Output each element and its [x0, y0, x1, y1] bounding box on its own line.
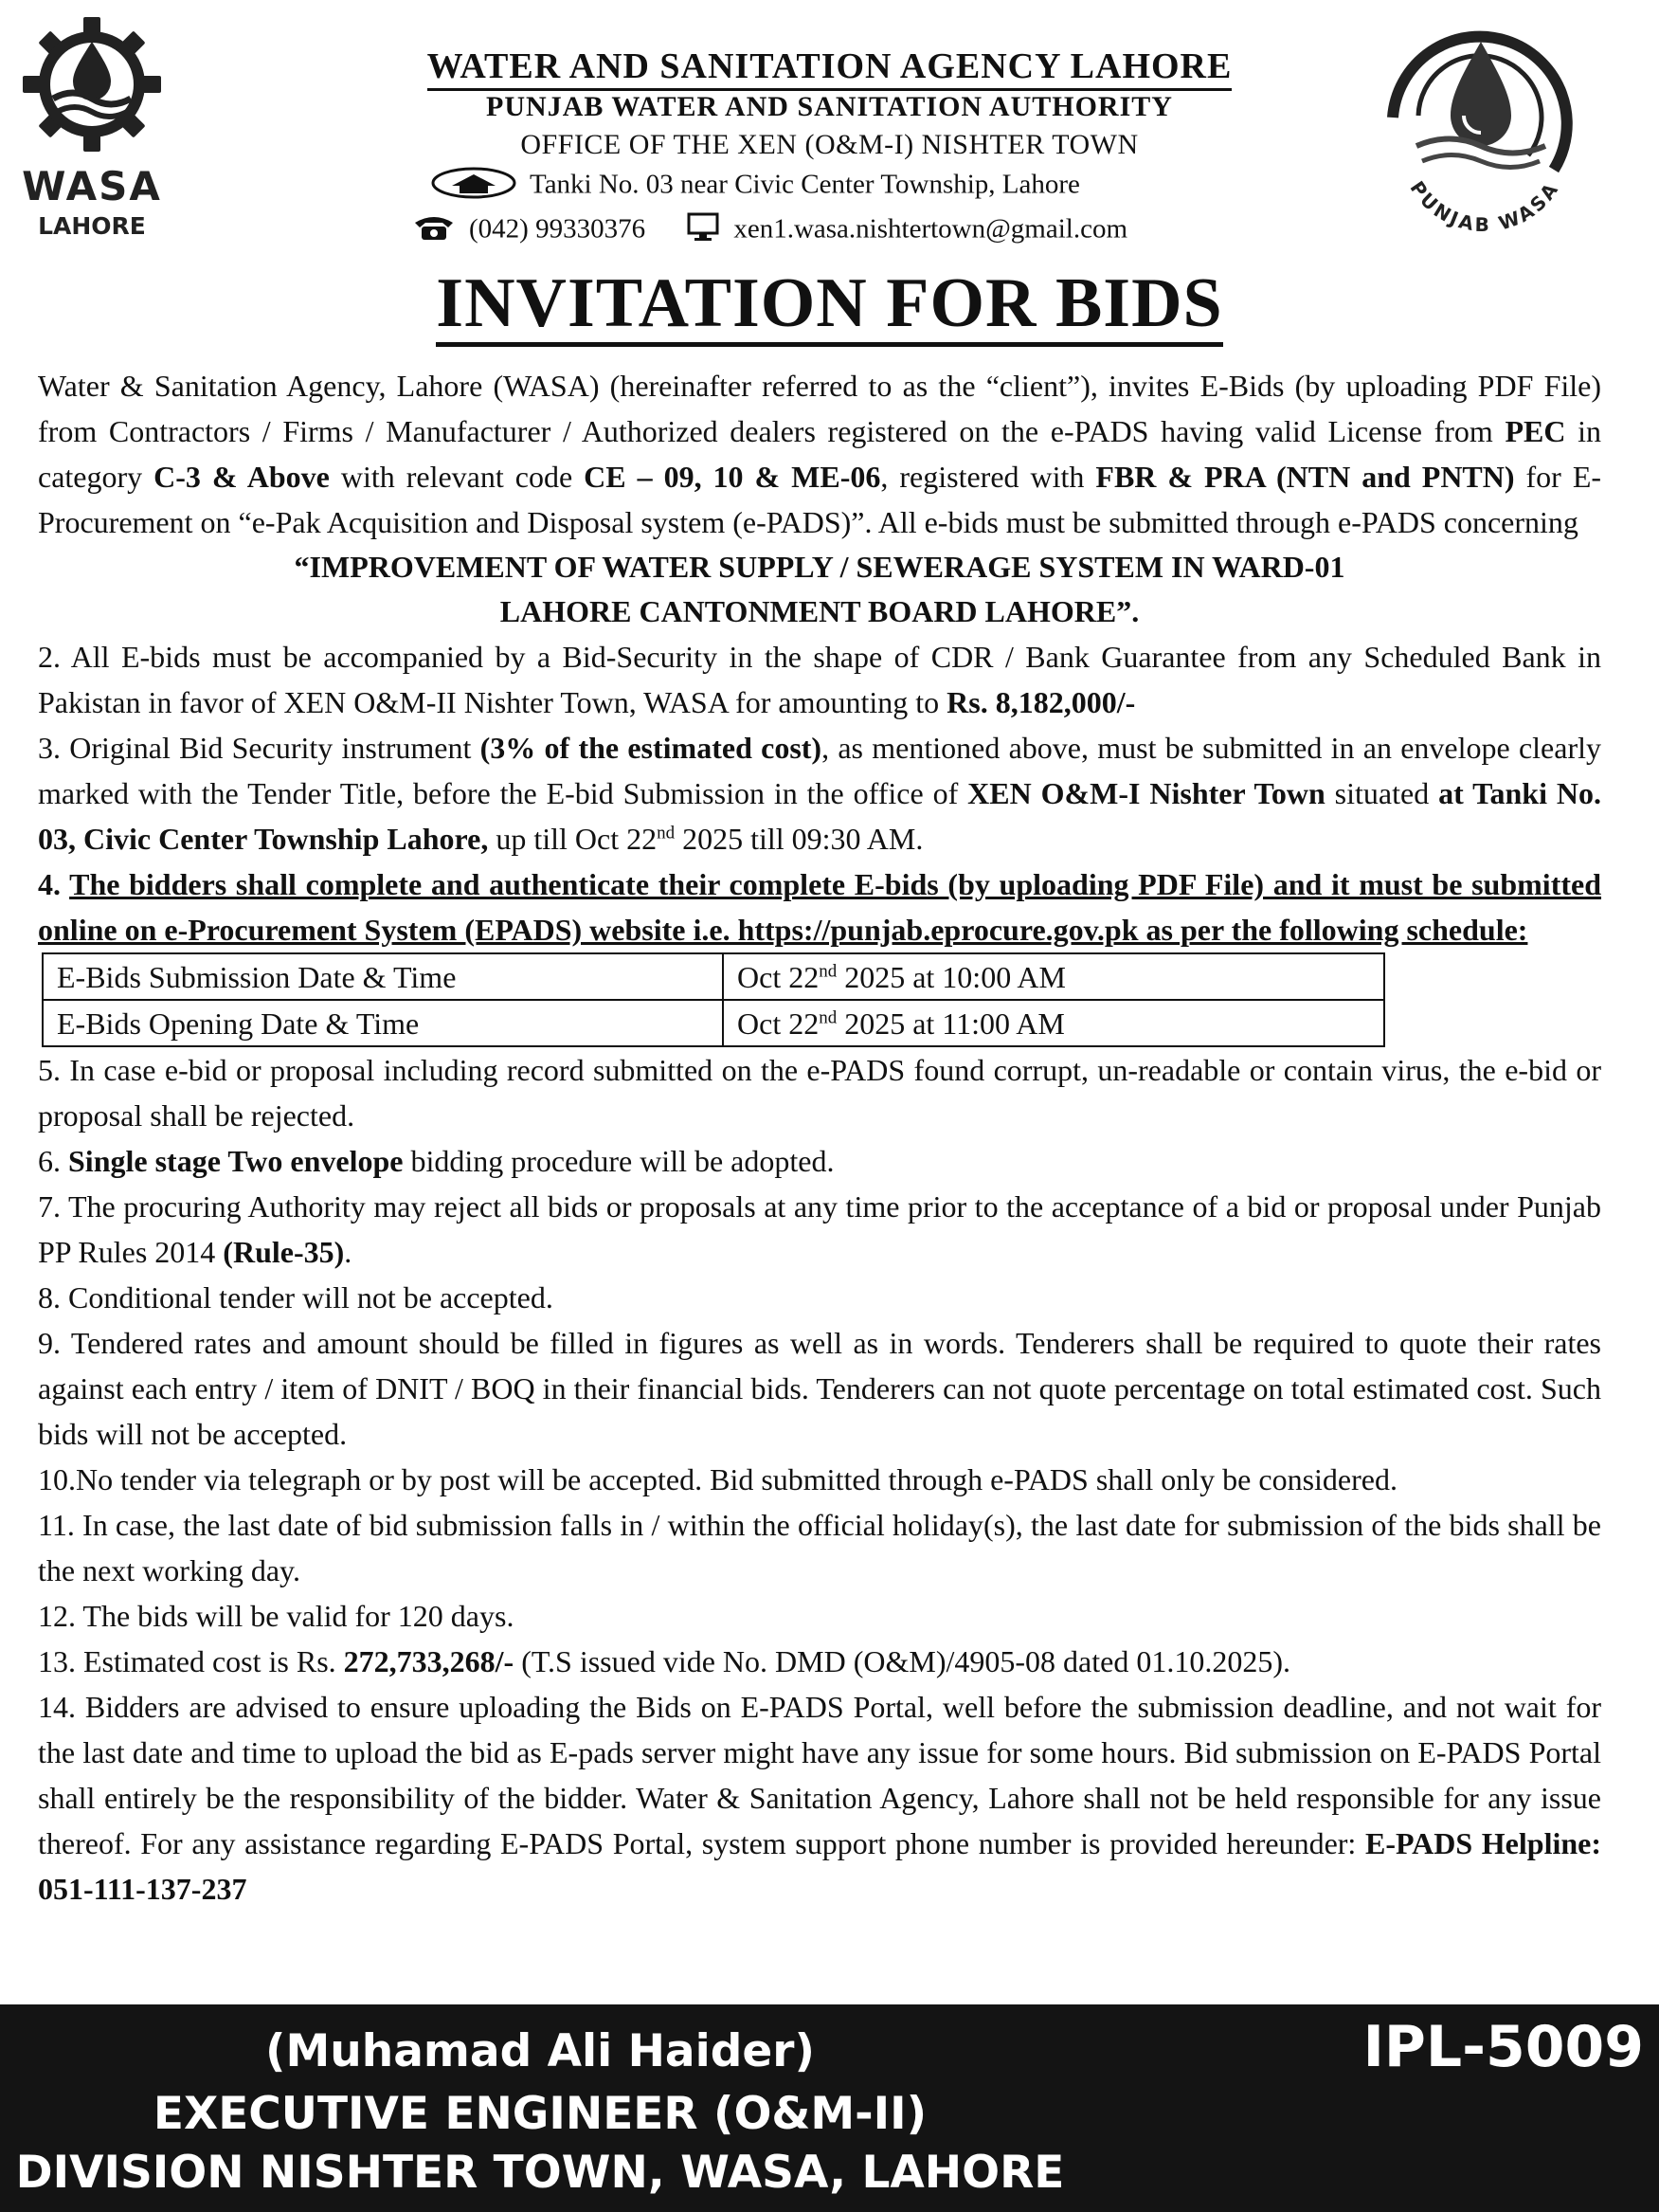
- phone-text: (042) 99330376: [469, 213, 646, 245]
- clause-4: 4. The bidders shall complete and authenticate their complete E-bids (by uploading PDF File) and it must be submitted online on e-Procurement System (EPADS) website i.e. https://punjab.eprocure.gov.pk as per the following schedule:: [38, 867, 1602, 947]
- clause-10: 10.No tender via telegraph or by post will be accepted. Bid submitted through e-PADS shall only be considered.: [38, 1462, 1398, 1496]
- schedule-value: Oct 22nd 2025 at 10:00 AM: [723, 953, 1384, 1000]
- schedule-label: E-Bids Submission Date & Time: [43, 953, 723, 1000]
- signature-footer: [0, 2004, 1659, 2212]
- table-row: [43, 1000, 1384, 1046]
- logo-punjab-wasa-text: PUNJAB WASA: [1405, 176, 1564, 237]
- bid-schedule-table: [42, 952, 1385, 1047]
- logo-wasa-text: WASA: [22, 163, 162, 209]
- telephone-icon: [412, 213, 456, 249]
- signatory-division: DIVISION NISHTER TOWN, WASA, LAHORE: [15, 2147, 1065, 2199]
- clause-13: 13. Estimated cost is Rs. 272,733,268/- (T.S issued vide No. DMD (O&M)/4905-08 dated 01.10.2025).: [38, 1644, 1290, 1678]
- schedule-label: E-Bids Opening Date & Time: [43, 1000, 723, 1046]
- email-text: xen1.wasa.nishtertown@gmail.com: [733, 213, 1128, 245]
- clause-12: 12. The bids will be valid for 120 days.: [38, 1599, 514, 1633]
- address-line: [431, 167, 1080, 207]
- schedule-value: Oct 22nd 2025 at 11:00 AM: [723, 1000, 1384, 1046]
- logo-lahore-text: LAHORE: [38, 212, 146, 240]
- clause-11: 11. In case, the last date of bid submission falls in / within the official holiday(s), the last date for submission of the bids shall be the next working day.: [38, 1508, 1601, 1587]
- signatory-name: (Muhamad Ali Haider): [265, 2025, 815, 2077]
- office-name: OFFICE OF THE XEN (O&M-I) NISHTER TOWN: [520, 129, 1139, 160]
- table-row: [43, 953, 1384, 1000]
- clause-5: 5. In case e-bid or proposal including record submitted on the e-PADS found corrupt, un-readable or contain virus, the e-bid or proposal shall be rejected.: [38, 1053, 1601, 1133]
- contact-line: [412, 212, 1127, 250]
- address-text: Tanki No. 03 near Civic Center Township, Lahore: [530, 169, 1080, 200]
- signatory-designation: EXECUTIVE ENGINEER (O&M-II): [153, 2088, 928, 2140]
- page-title: INVITATION FOR BIDS: [0, 263, 1659, 344]
- clause-9: 9. Tendered rates and amount should be filled in figures as well as in words. Tenderers shall be required to quote their rates against each entry / item of DNIT / BOQ in their financial bids. Tenderers can not quote percentage on total estimated cost. Such bids will not be accepted.: [38, 1326, 1601, 1451]
- authority-name: PUNJAB WATER AND SANITATION AUTHORITY: [486, 91, 1173, 122]
- notice-body: [38, 363, 1601, 1912]
- intro-paragraph: Water & Sanitation Agency, Lahore (WASA) (hereinafter referred to as the “client”), invites E-Bids (by uploading PDF File) from Contractors / Firms / Manufacturer / Authorized dealers registered on the e-PADS having valid License from PEC in category C-3 & Above with relevant code CE – 09, 10 & ME-06, registered with FBR & PRA (NTN and PNTN) for E-Procurement on “e-Pak Acquisition and Disposal system (e-PADS)”. All e-bids must be submitted through e-PADS concerning: [38, 369, 1602, 539]
- ipl-number: IPL-5009: [1362, 2014, 1644, 2080]
- clause-3: 3. Original Bid Security instrument (3% of the estimated cost), as mentioned above, must be submitted in an envelope clearly marked with the Tender Title, before the E-bid Submission in the office of XEN O&M-I Nishter Town situated at Tanki No. 03, Civic Center Township Lahore, up till Oct 22nd 2025 till 09:30 AM.: [38, 731, 1602, 856]
- building-icon: [431, 167, 516, 207]
- clause-8: 8. Conditional tender will not be accepted.: [38, 1280, 553, 1315]
- clause-7: 7. The procuring Authority may reject all bids or proposals at any time prior to the acceptance of a bid or proposal under Punjab PP Rules 2014 (Rule-35).: [38, 1189, 1601, 1269]
- svg-text:PUNJAB WASA: [1406, 177, 1564, 236]
- clause-2: 2. All E-bids must be accompanied by a Bid-Security in the shape of CDR / Bank Guarantee from any Scheduled Bank in Pakistan in favor of XEN O&M-II Nishter Town, WASA for amounting to Rs. 8,182,000/-: [38, 640, 1601, 719]
- clause-14: 14. Bidders are advised to ensure uploading the Bids on E-PADS Portal, well before the submission deadline, and not wait for the last date and time to upload the bid as E-pads server might have any issue for some hours. Bid submission on E-PADS Portal shall entirely be the responsibility of the bidder. Water & Sanitation Agency, Lahore shall not be held responsible for any issue thereof. For any assistance regarding E-PADS Portal, system support phone number is provided hereunder: E-PADS Helpline: 051-111-137-237: [38, 1690, 1602, 1906]
- agency-name: WATER AND SANITATION AGENCY LAHORE: [0, 45, 1659, 87]
- computer-icon: [686, 212, 720, 250]
- project-title: “IMPROVEMENT OF WATER SUPPLY / SEWERAGE SYSTEM IN WARD-01 LAHORE CANTONMENT BOARD LAHORE”.: [294, 550, 1345, 628]
- clause-6: 6. Single stage Two envelope bidding procedure will be adopted.: [38, 1144, 835, 1178]
